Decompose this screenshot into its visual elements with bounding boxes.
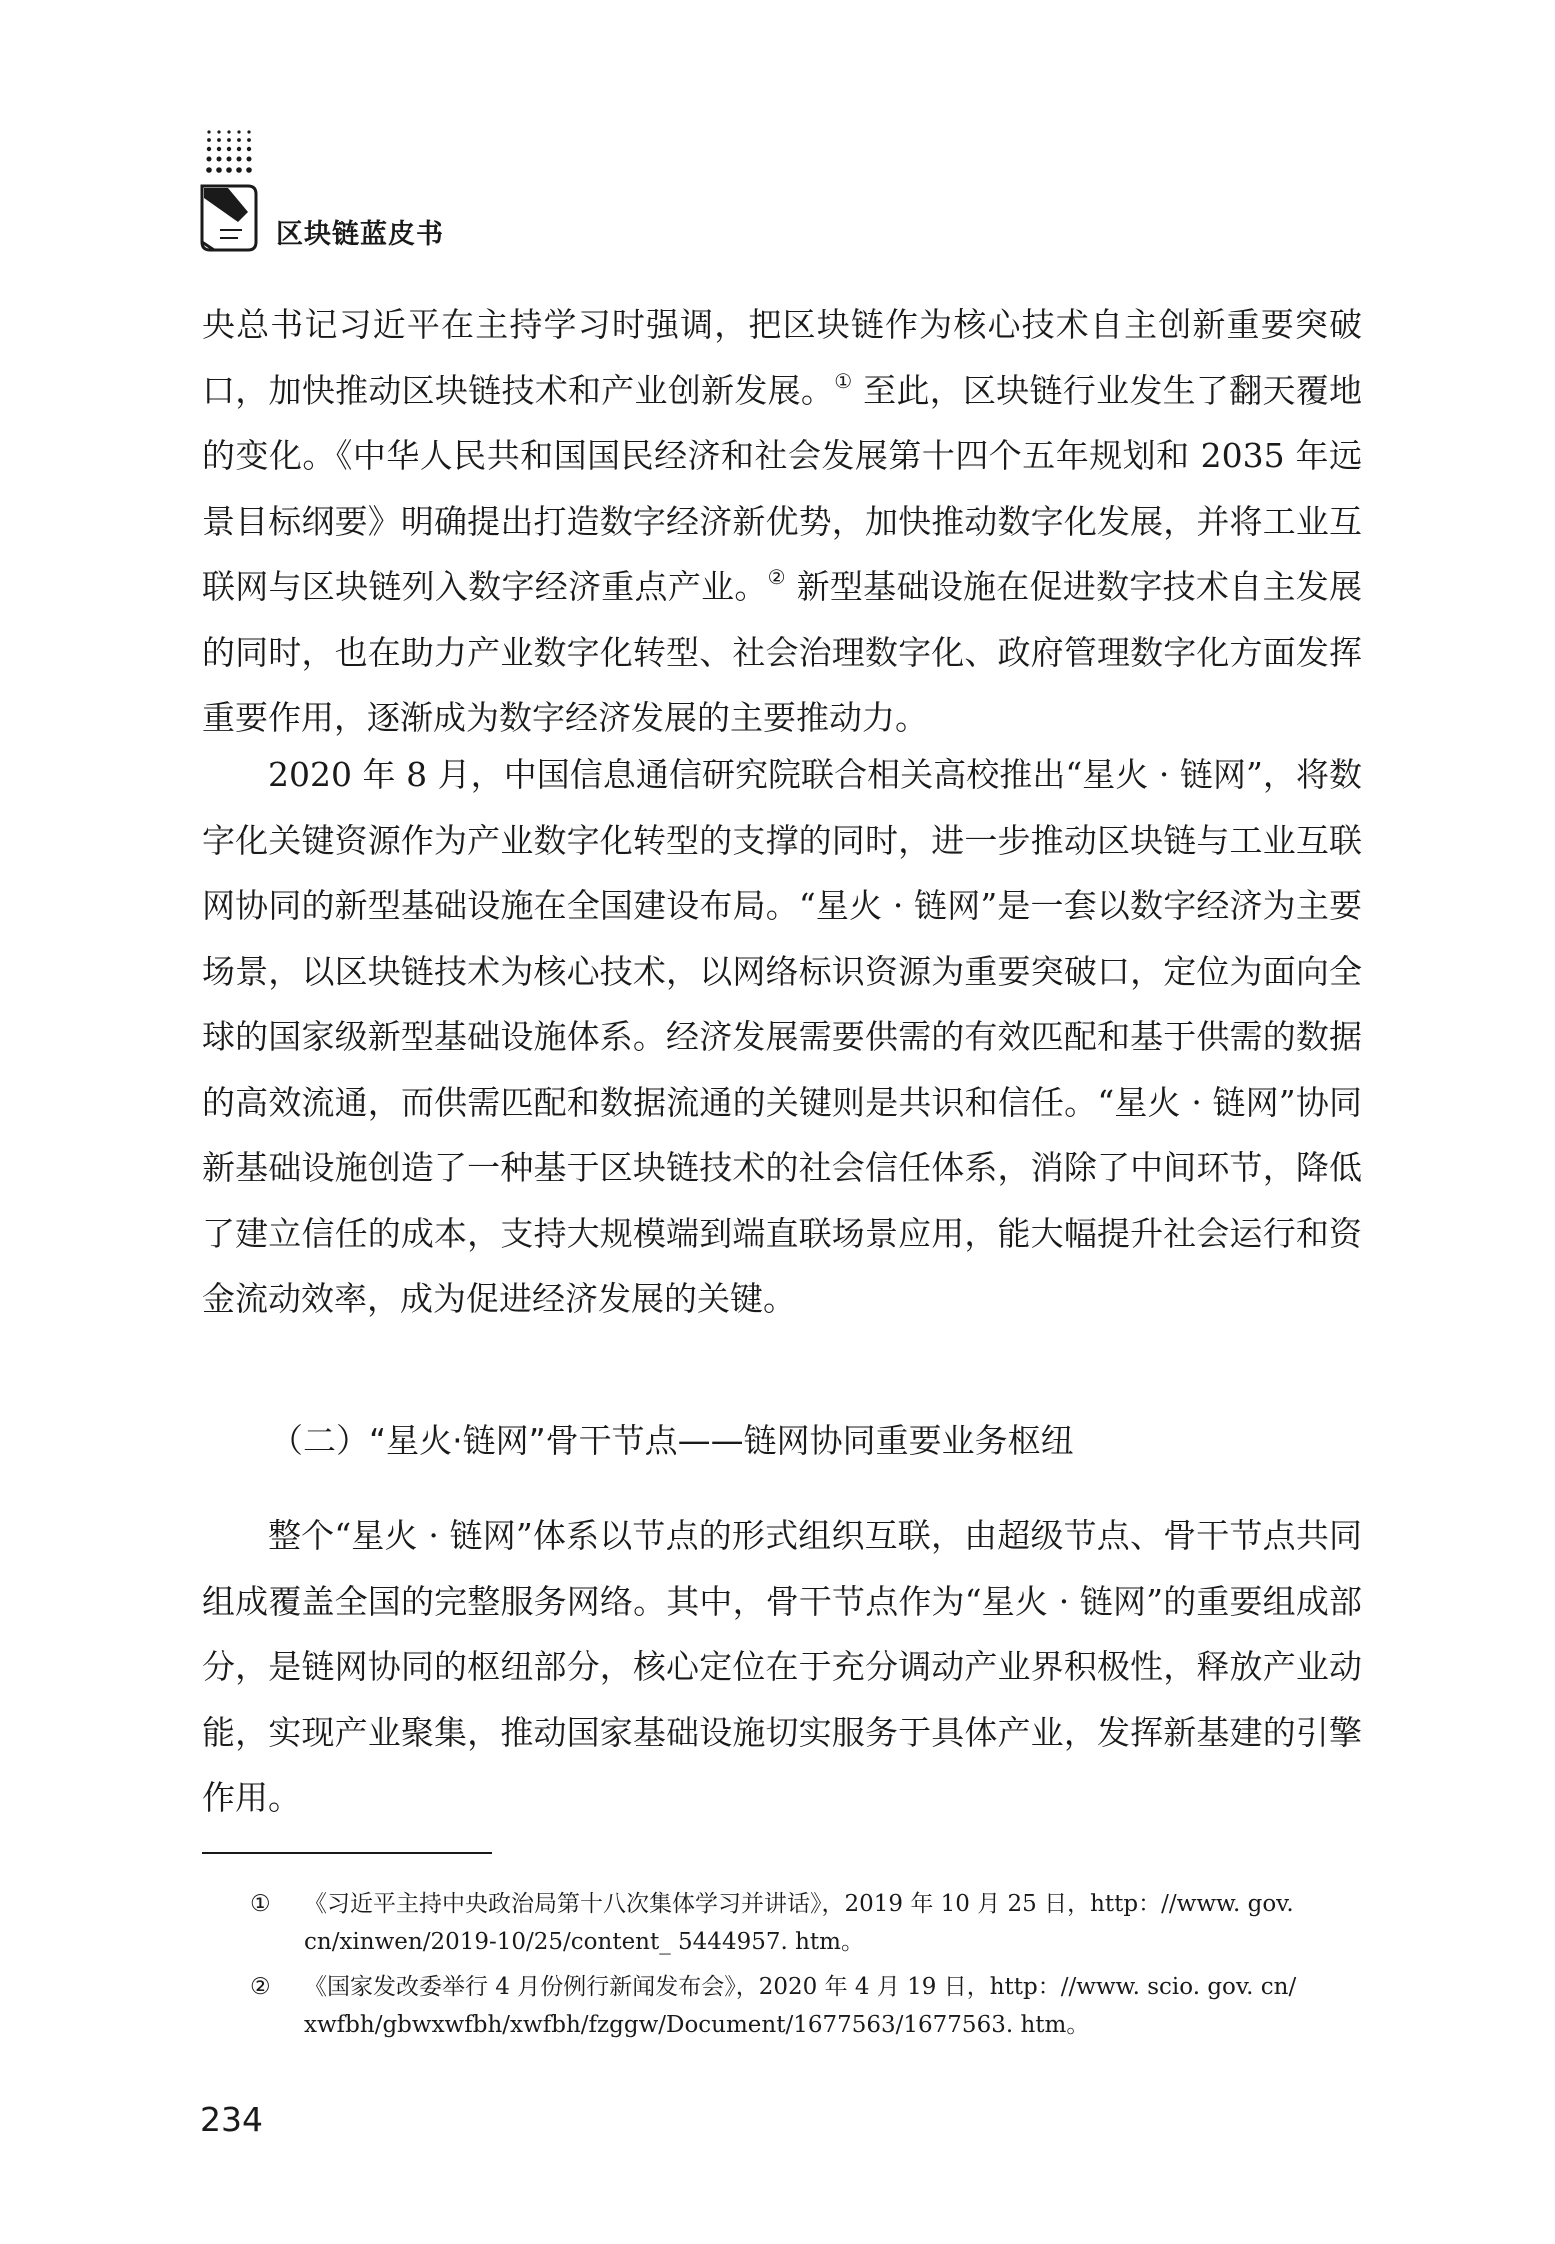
paragraph-2 — [202, 742, 1362, 1332]
series-title: 区块链蓝皮书 — [276, 219, 444, 250]
paragraph-2-text: 2020 年 8 月，中国信息通信研究院联合相关高校推出“星火 · 链网”，将数字化关键资源作为产业数字化转型的支撑的同时，进一步推动区块链与工业互联网协同的新型基础设施在全国建设布局。“星火 · 链网”是一套以数字经济为主要场景，以区块链技术为核心技术，以网络标识资源为重要突破口，定位为面向全球的国家级新型基础设施体系。经济发展需要供需的有效匹配和基于供需的数据的高效流通，而供需匹配和数据流通的关键则是共识和信任。“星火 · 链网”协同新基础设施创造了一种基于区块链技术的社会信任体系，消除了中间环节，降低了建立信任的成本，支持大规模端到端直联场景应用，能大幅提升社会运行和资金流动效率，成为促进经济发展的关键。 — [202, 755, 1362, 1318]
dot-grid-icon — [204, 128, 254, 178]
section-heading: （二）“星火·链网”骨干节点——链网协同重要业务枢纽 — [270, 1421, 1074, 1460]
paragraph-1-text-a: 央总书记习近平在主持学习时强调，把区块链作为核心技术自主创新重要突破口，加快推动区块链技术和产业创新发展。 — [202, 305, 1362, 410]
paragraph-3-text: 整个“星火 · 链网”体系以节点的形式组织互联，由超级节点、骨干节点共同组成覆盖全国的完整服务网络。其中，骨干节点作为“星火 · 链网”的重要组成部分，是链网协同的枢纽部分，核心定位在于充分调动产业界积极性，释放产业动能，实现产业聚集，推动国家基础设施切实服务于具体产业，发挥新基建的引擎作用。 — [202, 1516, 1362, 1817]
footnote-2 — [250, 1968, 1360, 2044]
footnote-1-mark: ① — [250, 1891, 271, 1917]
footnote-ref-1[interactable]: ① — [834, 368, 853, 393]
footnote-1 — [250, 1885, 1360, 1961]
paragraph-1-text-b: 至此，区块链行业发生了翻天覆地的变化。《中华人民共和国国民经济和社会发展第十四个五年规划和 2035 年远景目标纲要》明确提出打造数字经济新优势，加快推动数字化发展，并将工业互联网与区块链列入数字经济重点产业。 — [202, 370, 1362, 606]
footnote-2-text: 《国家发改委举行 4 月份例行新闻发布会》，2020 年 4 月 19 日，http：//www. scio. gov. cn/ xwfbh/gbwxwfbh/xwfbh/fzggw/Document/1677563/1677563. htm。 — [304, 1974, 1297, 2038]
footnote-divider — [202, 1852, 492, 1854]
footnote-1-text: 《习近平主持中央政治局第十八次集体学习并讲话》，2019 年 10 月 25 日，http：//www. gov. cn/xinwen/2019-10/25/content_ 5444957. htm。 — [304, 1891, 1294, 1955]
running-header — [198, 120, 598, 260]
paragraph-1-text-c: 新型基础设施在促进数字技术自主发展的同时，也在助力产业数字化转型、社会治理数字化、政府管理数字化方面发挥重要作用，逐渐成为数字经济发展的主要推动力。 — [202, 567, 1362, 737]
footnotes — [250, 1885, 1360, 2051]
book-icon — [198, 182, 260, 254]
footnote-ref-2[interactable]: ② — [767, 565, 786, 589]
page-number: 234 — [200, 2100, 263, 2139]
paragraph-1 — [202, 292, 1362, 751]
footnote-2-mark: ② — [250, 1974, 271, 2000]
paragraph-3 — [202, 1503, 1362, 1831]
